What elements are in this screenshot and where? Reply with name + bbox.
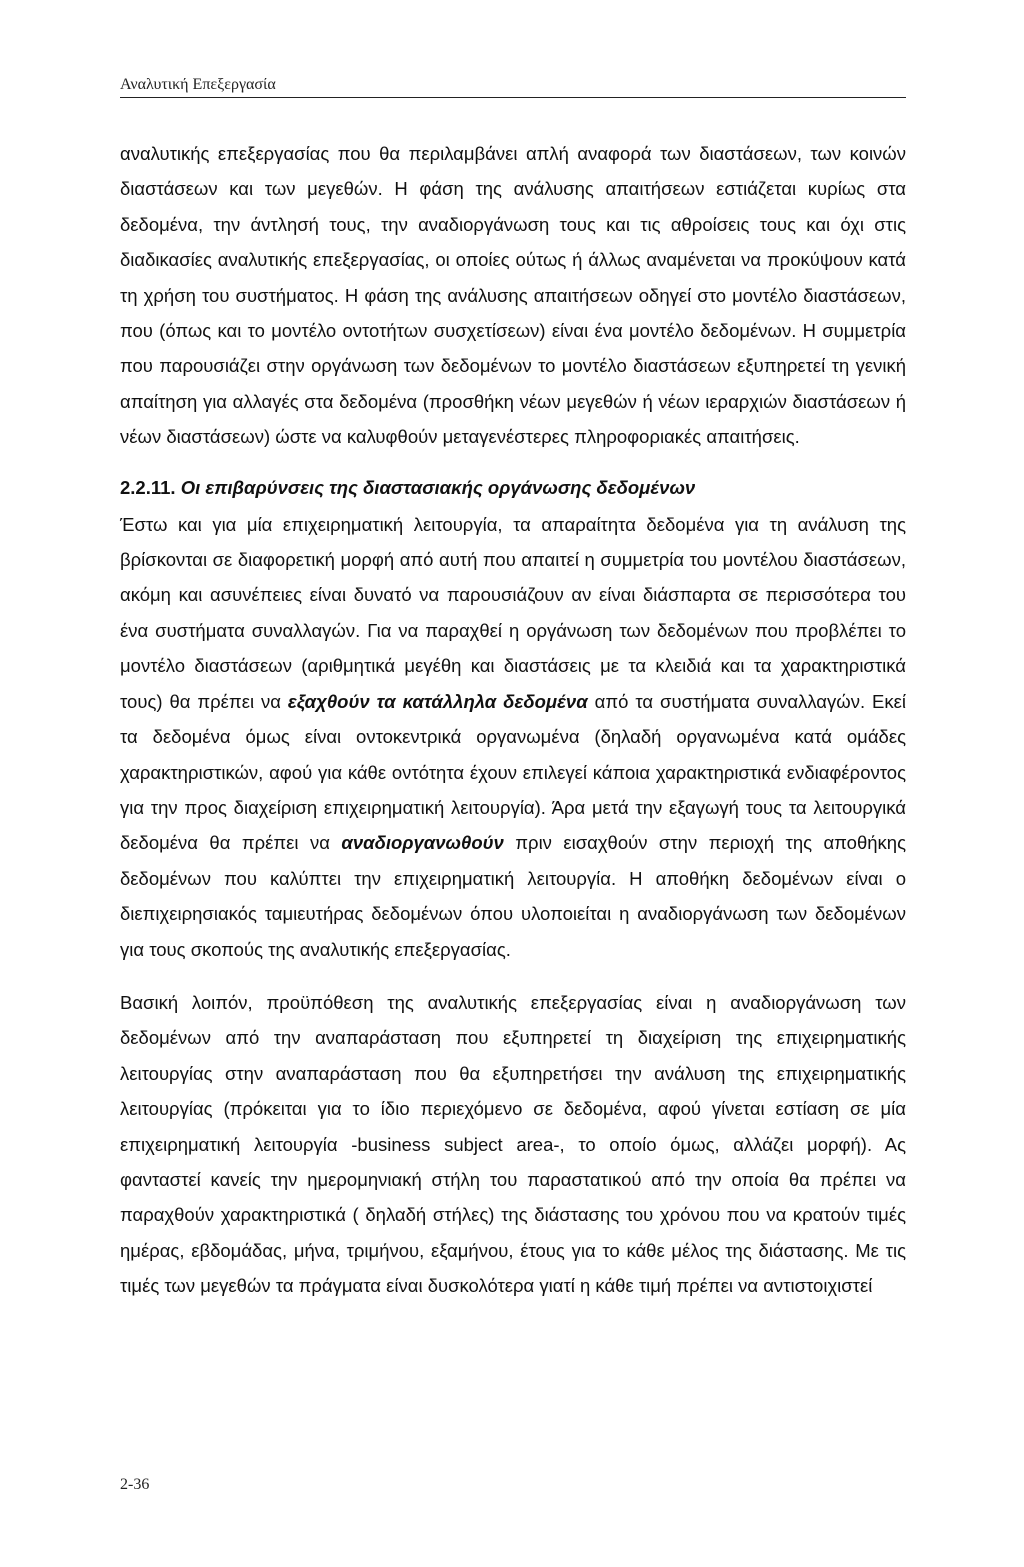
- paragraph-2-part-b: από τα συστήματα συναλλαγών. Εκεί τα δεδομένα όμως είναι οντοκεντρικά οργανωμένα (δηλαδή οργανωμένα κατά ομάδες χαρακτηριστικών, αφού για κάθε οντότητα έχουν επιλεγεί κάποια χαρακτηριστικά ενδιαφέροντος για την προς διαχείριση επιχειρηματική λειτουργία). Άρα μετά την εξαγωγή τους τα λειτουργικά δεδομένα θα πρέπει να: [120, 690, 906, 854]
- paragraph-2-part-c: πριν εισαχθούν στην περιοχή της αποθήκης δεδομένων που καλύπτει την επιχειρηματική λειτουργία. Η αποθήκη δεδομένων είναι ο διεπιχειρησιακός ταμιευτήρας δεδομένων όπου υλοποιείται η αναδιοργάνωση των δεδομένων για τους σκοπούς της αναλυτικής επεξεργασίας.: [120, 832, 906, 960]
- section-number: 2.2.11.: [120, 476, 176, 498]
- emphasis-extract-data: εξαχθούν τα κατάλληλα δεδομένα: [287, 690, 588, 712]
- section-title: Οι επιβαρύνσεις της διαστασιακής οργάνωσης δεδομένων: [180, 476, 696, 498]
- paragraph-2-part-a: Έστω και για μία επιχειρηματική λειτουργία, τα απαραίτητα δεδομένα για τη ανάλυση της βρίσκονται σε διαφορετική μορφή από αυτή που απαιτεί η συμμετρία του μοντέλου διαστάσεων, ακόμη και ασυνέπειες είναι δυνατό να παρουσιάζουν αν είναι διάσπαρτα σε περισσότερα του ένα συστήματα συναλλαγών. Για να παραχθεί η οργάνωση των δεδομένων που προβλέπει το μοντέλο διαστάσεων (αριθμητικά μεγέθη και διαστάσεις με τα κλειδιά και τα χαρακτηριστικά τους) θα πρέπει να: [120, 513, 906, 712]
- running-header: Αναλυτική Επεξεργασία: [120, 76, 906, 98]
- section-heading: [120, 473, 906, 503]
- page-body: [120, 136, 906, 1304]
- paragraph-3: Βασική λοιπόν, προϋπόθεση της αναλυτικής επεξεργασίας είναι η αναδιοργάνωση των δεδομένων από την αναπαράσταση που εξυπηρετεί τη διαχείριση της επιχειρηματικής λειτουργίας στην αναπαράσταση που θα εξυπηρετήσει την ανάλυση της επιχειρηματικής λειτουργίας (πρόκειται για το ίδιο περιεχόμενο σε δεδομένα, αφού γίνεται εστίαση σε μία επιχειρηματική λειτουργία -business subject area-, το οποίο όμως, αλλάζει μορφή). Ας φανταστεί κανείς την ημερομηνιακή στήλη του παραστατικού από την οποία θα πρέπει να παραχθούν χαρακτηριστικά ( δηλαδή στήλες) της διάστασης του χρόνου που να κρατούν τιμές ημέρας, εβδομάδας, μήνα, τριμήνου, εξαμήνου, έτους για το κάθε μέλος της διάστασης. Με τις τιμές των μεγεθών τα πράγματα είναι δυσκολότερα γιατί η κάθε τιμή πρέπει να αντιστοιχιστεί: [120, 991, 906, 1297]
- emphasis-reorganize: αναδιοργανωθούν: [341, 832, 504, 854]
- page-number: 2-36: [120, 1476, 150, 1493]
- paragraph-1: αναλυτικής επεξεργασίας που θα περιλαμβάνει απλή αναφορά των διαστάσεων, των κοινών διαστάσεων και των μεγεθών. Η φάση της ανάλυσης απαιτήσεων εστιάζεται κυρίως στα δεδομένα, την άντλησή τους, την αναδιοργάνωση τους και τις αθροίσεις τους και όχι στις διαδικασίες αναλυτικής επεξεργασίας, οι οποίες ούτως ή άλλως αναμένεται να προκύψουν κατά τη χρήση του συστήματος. Η φάση της ανάλυσης απαιτήσεων οδηγεί στο μοντέλο διαστάσεων, που (όπως και το μοντέλο οντοτήτων συσχετίσεων) είναι ένα μοντέλο δεδομένων. Η συμμετρία που παρουσιάζει στην οργάνωση των δεδομένων το μοντέλο διαστάσεων εξυπηρετεί τη γενική απαίτηση για αλλαγές στα δεδομένα (προσθήκη νέων μεγεθών ή νέων ιεραρχιών διαστάσεων ή νέων διαστάσεων) ώστε να καλυφθούν μεταγενέστερες πληροφοριακές απαιτήσεις.: [120, 143, 906, 448]
- paragraph-2: [120, 507, 906, 967]
